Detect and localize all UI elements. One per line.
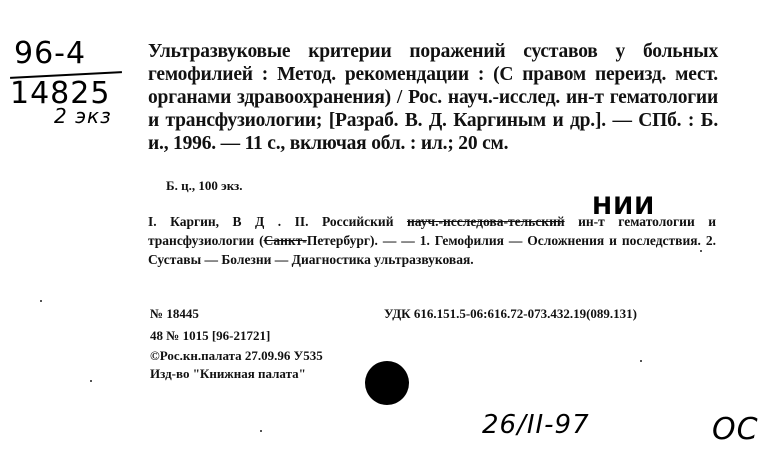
scan-speck: [40, 300, 42, 302]
tracing-block: [148, 212, 716, 269]
tracing-struck-text-2: Санкт-: [263, 233, 307, 248]
handwritten-corner-note: ОС: [712, 412, 759, 447]
handwritten-nii-note: НИИ: [592, 192, 656, 220]
record-title: Ультразвуковые критерии поражений суставов у больных гемофилией: [148, 41, 718, 85]
tracing-struck-text-1: науч.-исследова-тельский: [406, 214, 565, 229]
scan-speck: [700, 250, 702, 252]
record-description: : Метод. рекомендации : (С правом переизд. мест. органами здравоохранения) / Рос. науч.-исслед. ин-т гематологии и трансфузиологии; [Разраб. В. Д. Каргиным и др.]. — СПб. : Б. и., 1996. — 11 с., включая обл. : ил.; 20 см.: [148, 64, 718, 154]
publisher-line: Изд-во "Книжная палата": [150, 366, 306, 381]
price-and-print-run: Б. ц., 100 экз.: [166, 178, 243, 193]
handwritten-date-note: 26/II-97: [482, 410, 590, 440]
handwritten-copies-note: 2 экз: [54, 104, 112, 128]
udc-code: УДК 616.151.5-06:616.72-073.432.19(089.131): [384, 306, 637, 321]
handwritten-call-number: 96-4: [14, 36, 87, 71]
registration-number-line: 48 № 1015 [96-21721]: [150, 328, 271, 343]
record-number: № 18445: [150, 306, 199, 321]
bibliographic-description: [148, 40, 718, 155]
scan-speck: [640, 360, 642, 362]
tracing-text-a: I. Каргин, В Д . II. Российский: [148, 214, 407, 229]
handwritten-inventory-number: 14825: [10, 76, 111, 111]
tracing-text-c: Петербург). — — 1. Гемофилия — Осложнения и последствия. 2. Суставы — Болезни — Диагностика ультразвуковая.: [148, 233, 716, 267]
tracing-text-b: ин-т гематологии и трансфузиологии (: [148, 214, 716, 248]
copyright-line: ©Рос.кн.палата 27.09.96 У535: [150, 348, 323, 363]
black-dot-stamp: [365, 361, 409, 405]
scan-speck: [260, 430, 262, 432]
scan-speck: [90, 380, 92, 382]
